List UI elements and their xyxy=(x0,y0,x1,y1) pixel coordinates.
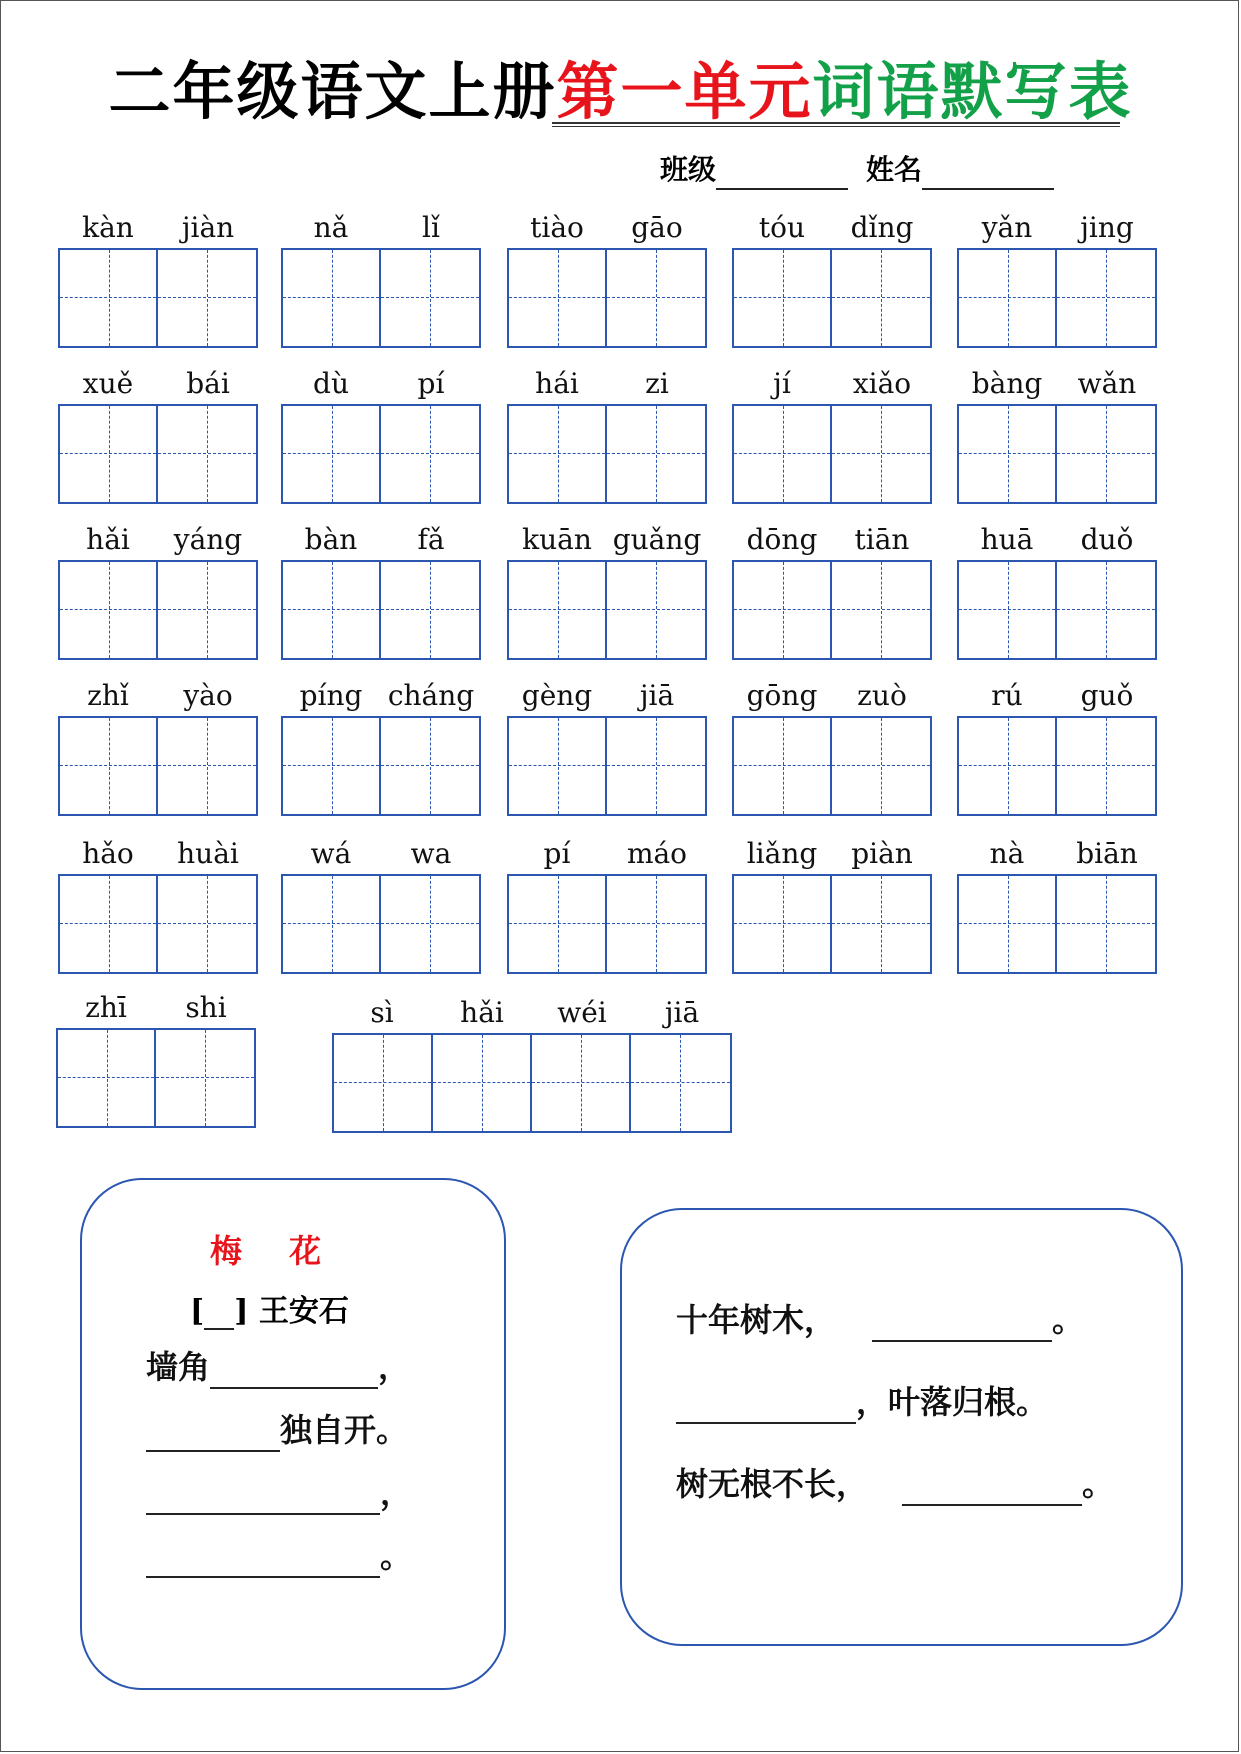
proverb-line-3: 树无根不长， 。 xyxy=(676,1462,1114,1506)
writing-grid xyxy=(58,560,258,660)
word-item xyxy=(507,832,707,974)
word-item xyxy=(281,362,481,504)
pinyin-label: liǎng xyxy=(746,836,818,870)
word-item xyxy=(732,362,932,504)
pinyin-label: hǎi xyxy=(460,995,504,1029)
poem-blank-3[interactable] xyxy=(146,1513,380,1515)
proverb-blank-1[interactable] xyxy=(872,1340,1052,1342)
tianzige-cell[interactable] xyxy=(1057,406,1155,502)
pinyin-label: yào xyxy=(183,678,233,712)
poem-line-3: ， xyxy=(146,1471,412,1515)
writing-grid xyxy=(56,1028,256,1128)
tianzige-cell[interactable] xyxy=(509,250,607,346)
word-item xyxy=(58,206,258,348)
tianzige-cell[interactable] xyxy=(1057,562,1155,658)
pinyin-label: guǎng xyxy=(612,522,702,556)
proverb-blank-2[interactable] xyxy=(676,1422,856,1424)
tianzige-cell[interactable] xyxy=(158,876,256,972)
writing-grid xyxy=(507,248,707,348)
writing-grid xyxy=(732,874,932,974)
pinyin-label: xuě xyxy=(82,366,134,400)
pinyin-label: zhī xyxy=(85,990,127,1024)
tianzige-cell[interactable] xyxy=(381,250,479,346)
tianzige-cell[interactable] xyxy=(509,876,607,972)
writing-grid xyxy=(58,874,258,974)
word-item xyxy=(957,362,1157,504)
word-item xyxy=(957,674,1157,816)
tianzige-cell[interactable] xyxy=(509,718,607,814)
tianzige-cell[interactable] xyxy=(381,406,479,502)
word-item xyxy=(507,362,707,504)
pinyin-label: kàn xyxy=(82,210,134,244)
pinyin-label: jiā xyxy=(639,678,675,712)
tianzige-cell[interactable] xyxy=(381,718,479,814)
pinyin-label: hǎo xyxy=(82,836,134,870)
pinyin-label: pí xyxy=(417,366,445,400)
pinyin-label: bàn xyxy=(304,522,358,556)
pinyin-label: huài xyxy=(177,836,239,870)
tianzige-cell[interactable] xyxy=(509,562,607,658)
title-grade: 二年级语文上册 xyxy=(108,55,557,128)
pinyin-label: dù xyxy=(313,366,349,400)
pinyin-label: lǐ xyxy=(422,210,440,244)
pinyin-label: jí xyxy=(773,366,791,400)
pinyin-label: zhǐ xyxy=(87,678,129,712)
tianzige-cell[interactable] xyxy=(734,250,832,346)
word-item xyxy=(732,518,932,660)
pinyin-label: huā xyxy=(980,522,1034,556)
pinyin-label: bàng xyxy=(971,366,1043,400)
pinyin-label: tiào xyxy=(530,210,584,244)
poem-author: [ ] 王安石 xyxy=(190,1294,349,1329)
writing-grid xyxy=(732,560,932,660)
tianzige-cell[interactable] xyxy=(283,406,381,502)
tianzige-cell[interactable] xyxy=(1057,250,1155,346)
tianzige-cell[interactable] xyxy=(158,718,256,814)
poem-line-4: 。 xyxy=(146,1534,412,1578)
title-unit: 第一单元 xyxy=(556,55,813,128)
tianzige-cell[interactable] xyxy=(433,1035,532,1131)
pinyin-label: zuò xyxy=(857,678,907,712)
word-item xyxy=(957,206,1157,348)
proverb-blank-3[interactable] xyxy=(902,1504,1082,1506)
tianzige-cell[interactable] xyxy=(283,250,381,346)
tianzige-cell[interactable] xyxy=(381,876,479,972)
tianzige-cell[interactable] xyxy=(58,1030,156,1126)
pinyin-label: xiǎo xyxy=(852,366,912,400)
pinyin-label: gèng xyxy=(521,678,593,712)
pinyin-label: wá xyxy=(310,836,352,870)
tianzige-cell[interactable] xyxy=(1057,718,1155,814)
tianzige-cell[interactable] xyxy=(734,562,832,658)
pinyin-label: wéi xyxy=(557,995,607,1029)
tianzige-cell[interactable] xyxy=(832,406,930,502)
writing-grid xyxy=(732,404,932,504)
word-item xyxy=(281,206,481,348)
writing-grid xyxy=(732,716,932,816)
tianzige-cell[interactable] xyxy=(283,718,381,814)
writing-grid xyxy=(332,1033,732,1133)
tianzige-cell[interactable] xyxy=(156,1030,254,1126)
pinyin-label: zi xyxy=(645,366,669,400)
pinyin-label: rú xyxy=(991,678,1023,712)
poem-blank-1[interactable] xyxy=(210,1387,378,1389)
word-item xyxy=(732,674,932,816)
tianzige-cell[interactable] xyxy=(509,406,607,502)
pinyin-label: cháng xyxy=(387,678,475,712)
tianzige-cell[interactable] xyxy=(959,718,1057,814)
page-title xyxy=(0,52,1241,132)
word-item xyxy=(56,986,256,1128)
pinyin-label: gōng xyxy=(746,678,818,712)
class-label: 班级 xyxy=(660,153,717,186)
name-label: 姓名 xyxy=(866,153,923,186)
writing-grid xyxy=(58,404,258,504)
pinyin-label: yǎn xyxy=(981,210,1033,244)
tianzige-cell[interactable] xyxy=(60,562,158,658)
word-item xyxy=(507,518,707,660)
tianzige-cell[interactable] xyxy=(158,562,256,658)
tianzige-cell[interactable] xyxy=(607,562,705,658)
word-item xyxy=(732,832,932,974)
word-item xyxy=(957,832,1157,974)
poem-line-1: 墙角 ， xyxy=(146,1345,410,1389)
tianzige-cell[interactable] xyxy=(832,250,930,346)
pinyin-label: duǒ xyxy=(1080,522,1134,556)
writing-grid xyxy=(507,404,707,504)
tianzige-cell[interactable] xyxy=(532,1035,631,1131)
pinyin-label: shi xyxy=(185,990,227,1024)
title-underline xyxy=(552,122,1120,127)
pinyin-label: hǎi xyxy=(86,522,130,556)
tianzige-cell[interactable] xyxy=(1057,876,1155,972)
writing-grid xyxy=(281,560,481,660)
pinyin-label: nà xyxy=(989,836,1025,870)
tianzige-cell[interactable] xyxy=(60,876,158,972)
poem-title: 梅 花 xyxy=(210,1232,340,1270)
tianzige-cell[interactable] xyxy=(734,718,832,814)
tianzige-cell[interactable] xyxy=(158,250,256,346)
name-field[interactable] xyxy=(922,188,1054,190)
word-item xyxy=(58,832,258,974)
writing-grid xyxy=(957,560,1157,660)
pinyin-label: guǒ xyxy=(1080,678,1134,712)
tianzige-cell[interactable] xyxy=(334,1035,433,1131)
writing-grid xyxy=(507,716,707,816)
pinyin-label: wa xyxy=(410,836,452,870)
writing-grid xyxy=(281,716,481,816)
word-item xyxy=(58,362,258,504)
writing-grid xyxy=(957,404,1157,504)
tianzige-cell[interactable] xyxy=(607,250,705,346)
writing-grid xyxy=(281,248,481,348)
pinyin-label: wǎn xyxy=(1077,366,1137,400)
tianzige-cell[interactable] xyxy=(607,406,705,502)
writing-grid xyxy=(58,248,258,348)
pinyin-label: tóu xyxy=(758,210,806,244)
pinyin-label: hái xyxy=(535,366,579,400)
pinyin-label: píng xyxy=(299,678,363,712)
pinyin-label: gāo xyxy=(631,210,683,244)
pinyin-label: nǎ xyxy=(313,210,349,244)
poem-line-2: 独自开。 xyxy=(146,1408,408,1452)
word-item xyxy=(957,518,1157,660)
pinyin-label: sì xyxy=(370,995,394,1029)
pinyin-label: yáng xyxy=(173,522,243,556)
word-item xyxy=(332,991,732,1133)
title-subject: 词语默写表 xyxy=(812,55,1133,128)
tianzige-cell[interactable] xyxy=(158,406,256,502)
tianzige-cell[interactable] xyxy=(959,876,1057,972)
writing-grid xyxy=(281,404,481,504)
writing-grid xyxy=(58,716,258,816)
tianzige-cell[interactable] xyxy=(832,876,930,972)
tianzige-cell[interactable] xyxy=(959,406,1057,502)
word-item xyxy=(507,206,707,348)
writing-grid xyxy=(507,560,707,660)
pinyin-label: tiān xyxy=(854,522,910,556)
tianzige-cell[interactable] xyxy=(60,718,158,814)
pinyin-label: bái xyxy=(186,366,230,400)
tianzige-cell[interactable] xyxy=(959,562,1057,658)
class-field[interactable] xyxy=(716,188,848,190)
tianzige-cell[interactable] xyxy=(734,876,832,972)
writing-grid xyxy=(957,874,1157,974)
pinyin-label: biān xyxy=(1076,836,1138,870)
tianzige-cell[interactable] xyxy=(283,876,381,972)
pinyin-label: kuān xyxy=(522,522,592,556)
tianzige-cell[interactable] xyxy=(631,1035,730,1131)
writing-grid xyxy=(957,716,1157,816)
writing-grid xyxy=(281,874,481,974)
word-item xyxy=(281,518,481,660)
tianzige-cell[interactable] xyxy=(60,406,158,502)
tianzige-cell[interactable] xyxy=(381,562,479,658)
writing-grid xyxy=(507,874,707,974)
pinyin-label: pí xyxy=(543,836,571,870)
poem-blank-4[interactable] xyxy=(146,1576,380,1578)
pinyin-label: fǎ xyxy=(417,522,445,556)
proverb-box xyxy=(620,1208,1183,1646)
writing-grid xyxy=(732,248,932,348)
tianzige-cell[interactable] xyxy=(832,562,930,658)
word-item xyxy=(732,206,932,348)
tianzige-cell[interactable] xyxy=(60,250,158,346)
tianzige-cell[interactable] xyxy=(959,250,1057,346)
word-item xyxy=(281,674,481,816)
pinyin-label: jing xyxy=(1080,210,1134,244)
tianzige-cell[interactable] xyxy=(607,876,705,972)
pinyin-label: máo xyxy=(626,836,688,870)
tianzige-cell[interactable] xyxy=(607,718,705,814)
student-info xyxy=(660,150,1054,190)
word-item xyxy=(507,674,707,816)
poem-blank-2[interactable] xyxy=(146,1450,280,1452)
pinyin-label: dǐng xyxy=(850,210,914,244)
word-item xyxy=(281,832,481,974)
tianzige-cell[interactable] xyxy=(832,718,930,814)
pinyin-label: piàn xyxy=(851,836,913,870)
dynasty-blank[interactable] xyxy=(204,1328,234,1330)
tianzige-cell[interactable] xyxy=(283,562,381,658)
writing-grid xyxy=(957,248,1157,348)
word-item xyxy=(58,518,258,660)
word-item xyxy=(58,674,258,816)
proverb-line-1: 十年树木， 。 xyxy=(676,1298,1084,1342)
tianzige-cell[interactable] xyxy=(734,406,832,502)
pinyin-label: jiā xyxy=(664,995,700,1029)
proverb-line-2: ，叶落归根。 xyxy=(676,1380,1048,1424)
pinyin-label: jiàn xyxy=(181,210,235,244)
pinyin-label: dōng xyxy=(746,522,818,556)
